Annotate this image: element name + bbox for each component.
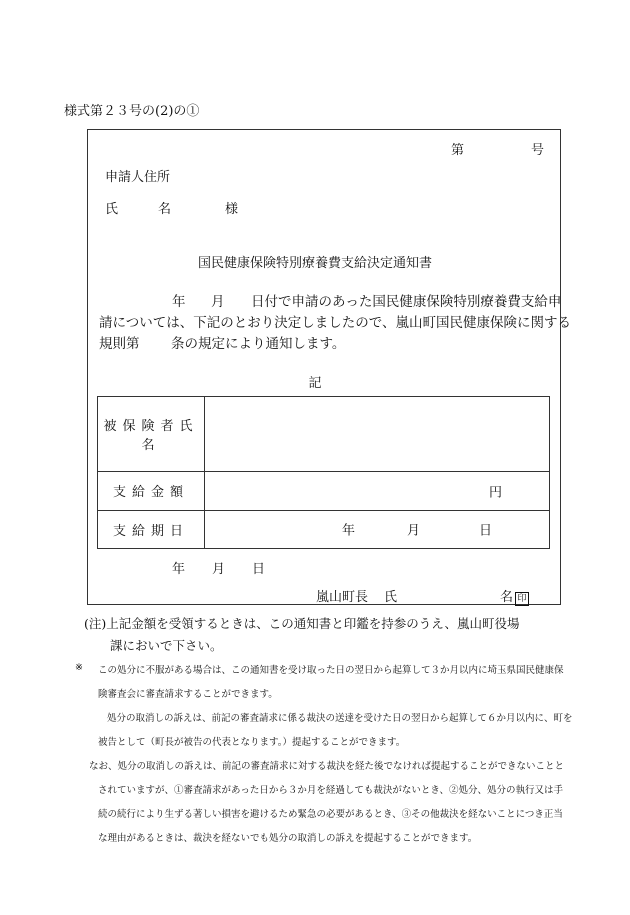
insured-name-value	[205, 397, 550, 472]
appeal-p2-l2: 被告として（町長が被告の代表となります。）提起することができます。	[98, 737, 406, 748]
issue-date-month: 月	[212, 562, 226, 577]
document-title: 国民健康保険特別療養費支給決定通知書	[197, 256, 432, 271]
payment-date-day: 日	[479, 523, 493, 539]
body-year: 年	[172, 294, 186, 310]
table-row	[98, 510, 550, 549]
payment-amount-value	[205, 472, 550, 510]
note-line-1: (注)上記金額を受領するときは、この通知書と印鑑を持参のうえ、嵐山町役場	[84, 616, 520, 631]
appeal-mark: ※	[75, 662, 83, 673]
payment-date-value	[205, 510, 550, 549]
payment-detail-table	[97, 396, 550, 549]
insured-name-label: 被保険者氏名	[98, 397, 205, 472]
body-rule-prefix: 規則第	[99, 336, 140, 352]
appeal-p3-l4: な理由があるときは、裁決を経ないでも処分の取消しの訴えを提起することができます。	[98, 833, 478, 844]
applicant-honorific: 様	[225, 202, 239, 217]
appeal-p2-l1: 処分の取消しの訴えは、前記の審査請求に係る裁決の送達を受けた日の翌日から起算して６か月以内に、町を	[107, 713, 573, 724]
body-rule-suffix: 条の規定により通知します。	[171, 336, 346, 352]
payment-date-label: 支給期日	[98, 510, 205, 549]
payment-date-month: 月	[407, 523, 421, 539]
body-month: 月	[211, 294, 225, 310]
document-number-go: 号	[531, 143, 545, 158]
appeal-p1-l2: 険審査会に審査請求することができます。	[98, 689, 278, 700]
ki-heading: 記	[308, 376, 322, 391]
applicant-address-label: 申請人住所	[105, 170, 171, 185]
applicant-name-shi: 氏	[105, 202, 119, 217]
table-row	[98, 397, 550, 472]
applicant-name-mei: 名	[158, 202, 172, 217]
appeal-p1-l1: この処分に不服がある場合は、この通知書を受け取った日の翌日から起算して３か月以内に埼玉県国民健康保	[98, 665, 564, 676]
body-day-text: 日付で申請のあった国民健康保険特別療養費支給申	[251, 294, 562, 310]
table-row	[98, 472, 550, 510]
amount-unit-yen: 円	[489, 485, 503, 501]
payment-date-year: 年	[342, 523, 356, 539]
payment-amount-label: 支給金額	[98, 472, 205, 510]
mayor-title: 嵐山町長	[316, 590, 369, 605]
issue-date-year: 年	[172, 562, 186, 577]
issue-date-day: 日	[252, 562, 266, 577]
appeal-p3-l3: 続の続行により生ずる著しい損害を避けるため緊急の必要があるとき、③その他裁決を経ないことにつき正当	[98, 809, 563, 820]
appeal-p3-l1: なお、処分の取消しの訴えは、前記の審査請求に対する裁決を経た後でなければ提起することができないことと	[89, 761, 565, 772]
mayor-name-mei-text: 名	[500, 590, 514, 605]
note-line-2: 課においで下さい。	[110, 638, 223, 653]
mayor-name-shi: 氏	[384, 590, 398, 605]
document-number-dai: 第	[451, 143, 465, 158]
appeal-p3-l2: されていますが、①審査請求があった日から３か月を経過しても裁決がないとき、②処分、処分の執行又は手	[98, 785, 564, 796]
mayor-name-mei	[500, 586, 529, 606]
body-line-2: 請については、下記のとおり決定しましたので、嵐山町国民健康保険に関する	[99, 315, 571, 331]
form-number-label: 様式第２３号の(2)の①	[64, 104, 200, 119]
seal-icon: 印	[515, 592, 529, 606]
